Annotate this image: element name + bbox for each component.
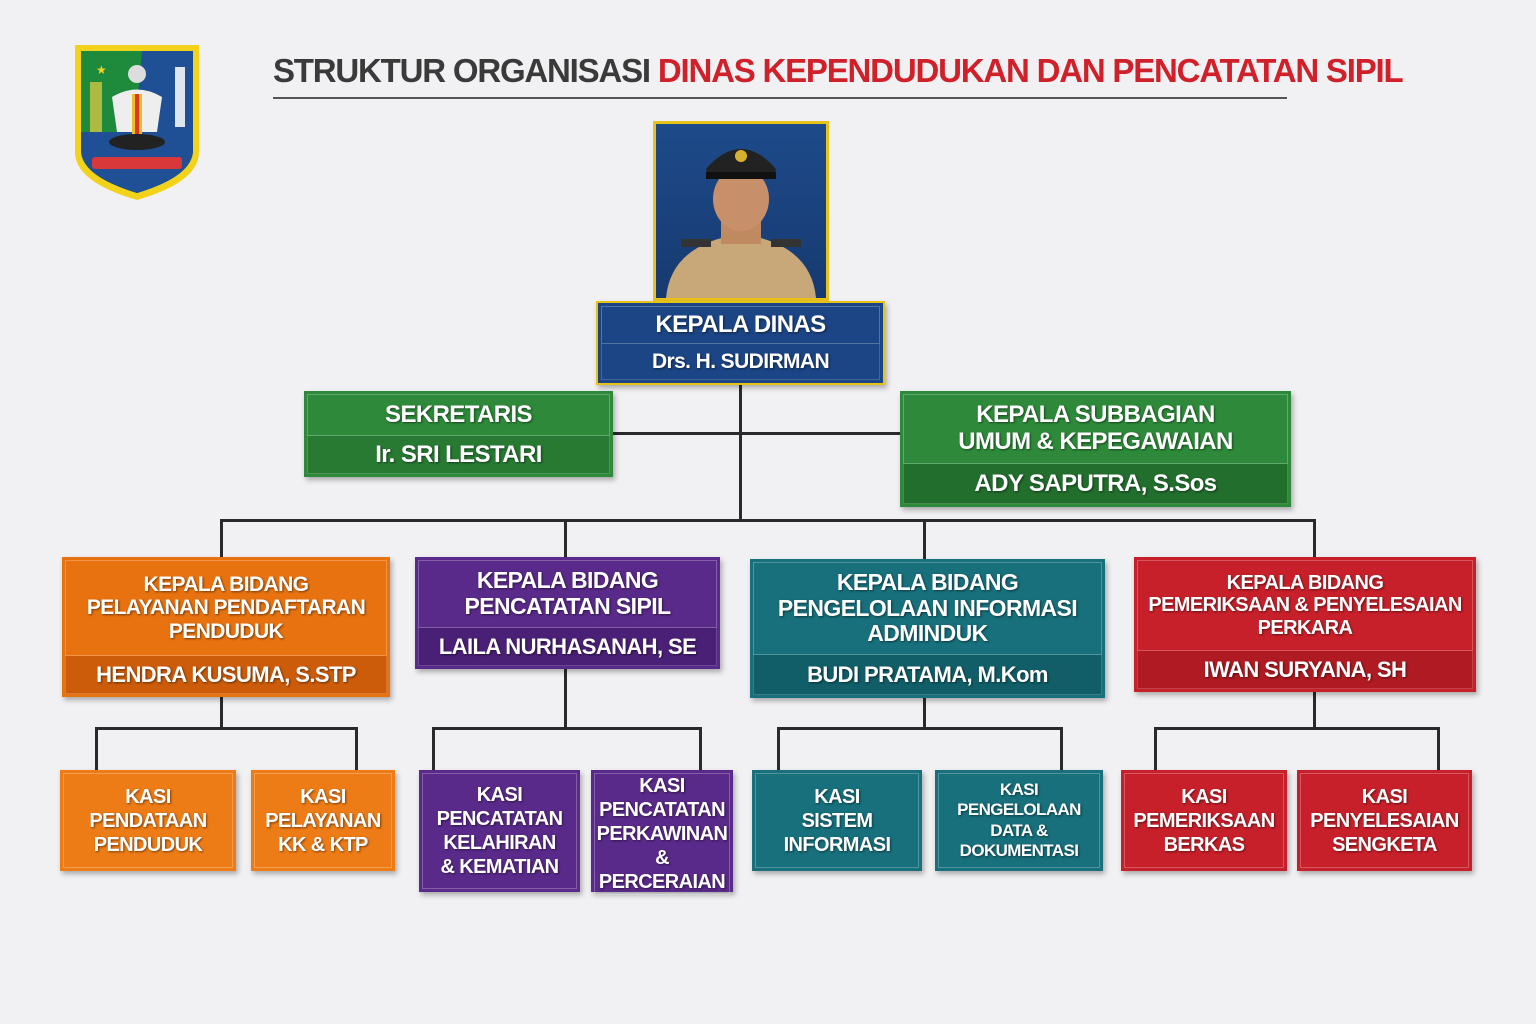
bidang-name: IWAN SURYANA, SH bbox=[1137, 651, 1473, 689]
connector-line bbox=[1313, 519, 1316, 558]
connector-line bbox=[923, 698, 926, 729]
kasi-title: KASI PENYELESAIAN SENGKETA bbox=[1300, 773, 1469, 868]
bidang-title: KEPALA BIDANG PEMERIKSAAN & PENYELESAIAN PERKARA bbox=[1137, 560, 1473, 651]
connector-line bbox=[432, 727, 702, 730]
kasi-title: KASI PENGELOLAAN DATA & DOKUMENTASI bbox=[938, 773, 1100, 868]
bidang-title: KEPALA BIDANG PELAYANAN PENDAFTARAN PENDUDUK bbox=[65, 560, 387, 656]
connector-line bbox=[564, 519, 567, 558]
connector-line bbox=[1313, 692, 1316, 729]
head-photo bbox=[653, 121, 829, 301]
kasi-box bbox=[752, 770, 922, 871]
bidang-title: KEPALA BIDANG PENCATATAN SIPIL bbox=[418, 560, 717, 628]
bidang-name: LAILA NURHASANAH, SE bbox=[418, 628, 717, 666]
svg-text:★: ★ bbox=[96, 63, 107, 77]
connector-line bbox=[777, 727, 780, 770]
kasi-box bbox=[1121, 770, 1287, 871]
title-part-1: STRUKTUR ORGANISASI bbox=[273, 52, 658, 89]
bidang-box-informasi bbox=[750, 559, 1105, 698]
bidang-title: KEPALA BIDANG PENGELOLAAN INFORMASI ADMINDUK bbox=[753, 562, 1102, 655]
secretary-name: Ir. SRI LESTARI bbox=[307, 436, 610, 474]
connector-line bbox=[355, 727, 358, 770]
connector-line bbox=[739, 385, 742, 522]
kasi-box bbox=[419, 770, 580, 892]
connector-line bbox=[1437, 727, 1440, 770]
kasi-title: KASI PENCATATAN KELAHIRAN & KEMATIAN bbox=[422, 773, 577, 889]
connector-line bbox=[923, 519, 926, 559]
kasi-box bbox=[251, 770, 395, 871]
connector-line bbox=[432, 727, 435, 770]
subbag-box bbox=[900, 391, 1291, 507]
connector-line bbox=[95, 727, 358, 730]
connector-line bbox=[564, 669, 567, 729]
connector-line bbox=[699, 727, 702, 770]
bidang-name: HENDRA KUSUMA, S.STP bbox=[65, 656, 387, 694]
connector-line bbox=[220, 519, 1316, 522]
bidang-name: BUDI PRATAMA, M.Kom bbox=[753, 655, 1102, 695]
kasi-title: KASI PENCATATAN PERKAWINAN & PERCERAIAN bbox=[594, 773, 730, 895]
bidang-box-pelayanan bbox=[62, 557, 390, 697]
secretary-box bbox=[304, 391, 613, 477]
kasi-title: KASI PEMERIKSAAN BERKAS bbox=[1124, 773, 1284, 868]
title-part-2: DINAS KEPENDUDUKAN DAN PENCATATAN SIPIL bbox=[657, 52, 1403, 89]
page-title bbox=[273, 52, 1403, 99]
head-box bbox=[596, 301, 885, 385]
kasi-box bbox=[60, 770, 236, 871]
bidang-box-pencatatan bbox=[415, 557, 720, 669]
kasi-title: KASI SISTEM INFORMASI bbox=[755, 773, 919, 868]
head-name: Drs. H. SUDIRMAN bbox=[601, 344, 880, 380]
subbag-name: ADY SAPUTRA, S.Sos bbox=[903, 464, 1288, 504]
connector-line bbox=[220, 519, 223, 558]
secretary-title: SEKRETARIS bbox=[307, 394, 610, 436]
connector-line bbox=[220, 697, 223, 729]
connector-line bbox=[1154, 727, 1157, 770]
bidang-box-pemeriksaan bbox=[1134, 557, 1476, 692]
connector-line bbox=[1154, 727, 1440, 730]
kasi-box bbox=[591, 770, 733, 892]
kasi-box bbox=[935, 770, 1103, 871]
connector-line bbox=[95, 727, 98, 770]
connector-line bbox=[1060, 727, 1063, 770]
regional-emblem-logo bbox=[72, 42, 202, 202]
kasi-box bbox=[1297, 770, 1472, 871]
kasi-title: KASI PENDATAAN PENDUDUK bbox=[63, 773, 233, 868]
head-title: KEPALA DINAS bbox=[601, 306, 880, 344]
connector-line bbox=[613, 432, 901, 435]
connector-line bbox=[777, 727, 1063, 730]
subbag-title: KEPALA SUBBAGIAN UMUM & KEPEGAWAIAN bbox=[903, 394, 1288, 464]
kasi-title: KASI PELAYANAN KK & KTP bbox=[254, 773, 392, 868]
